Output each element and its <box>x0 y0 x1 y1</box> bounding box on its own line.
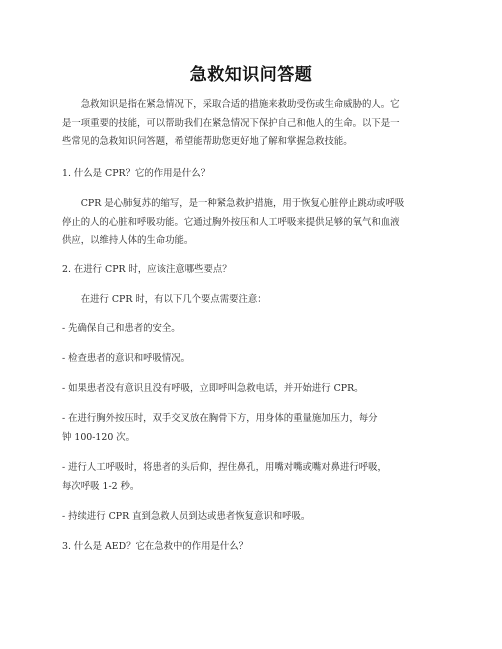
list-item-line: - 进行人工呼吸时，将患者的头后仰，捏住鼻孔，用嘴对嘴或嘴对鼻进行呼吸， <box>62 462 387 473</box>
answer-2-intro: 在进行 CPR 时，有以下几个要点需要注意： <box>62 294 267 305</box>
answer-line: CPR 是心肺复苏的缩写，是一种紧急救护措施，用于恢复心脏停止跳动或呼吸 <box>62 198 405 209</box>
list-item-line: - 先确保自己和患者的安全。 <box>62 323 181 334</box>
list-item <box>62 459 446 496</box>
question-1: 1. 什么是 CPR？它的作用是什么？ <box>62 168 210 179</box>
intro-paragraph <box>62 96 446 152</box>
list-item <box>62 350 446 369</box>
list-item-line: 钟 100-120 次。 <box>62 431 136 443</box>
question-2: 2. 在进行 CPR 时，应该注意哪些要点？ <box>62 264 232 275</box>
intro-line: 些常见的急救知识问答题，希望能帮助您更好地了解和掌握急救技能。 <box>62 136 353 147</box>
list-item-line: - 持续进行 CPR 直到急救人员到达或患者恢复意识和呼吸。 <box>62 511 311 522</box>
list-item-line: - 检查患者的意识和呼吸情况。 <box>62 353 191 364</box>
intro-line: 是一项重要的技能，可以帮助我们在紧急情况下保护自己和他人的生命。以下是一 <box>62 117 400 129</box>
list-item <box>62 508 446 527</box>
list-item <box>62 410 446 447</box>
answer-1 <box>62 195 446 251</box>
list-item <box>62 320 446 339</box>
list-item-line: - 如果患者没有意识且没有呼吸，立即呼叫急救电话，并开始进行 CPR。 <box>62 383 364 394</box>
list-item-line: - 在进行胸外按压时，双手交叉放在胸骨下方，用身体的重量施加压力，每分 <box>62 413 378 424</box>
list-item <box>62 380 446 399</box>
question-3: 3. 什么是 AED？它在急救中的作用是什么？ <box>62 541 249 552</box>
answer-line: 停止的人的心脏和呼吸功能。它通过胸外按压和人工呼吸来提供足够的氧气和血液 <box>62 216 400 228</box>
answer-line: 供应，以维持人体的生命功能。 <box>62 235 194 246</box>
document-title: 急救知识问答题 <box>189 65 313 85</box>
intro-line: 急救知识是指在紧急情况下，采取合适的措施来救助受伤或生命威胁的人。它 <box>62 99 400 110</box>
list-item-line: 每次呼吸 1-2 秒。 <box>62 480 140 492</box>
